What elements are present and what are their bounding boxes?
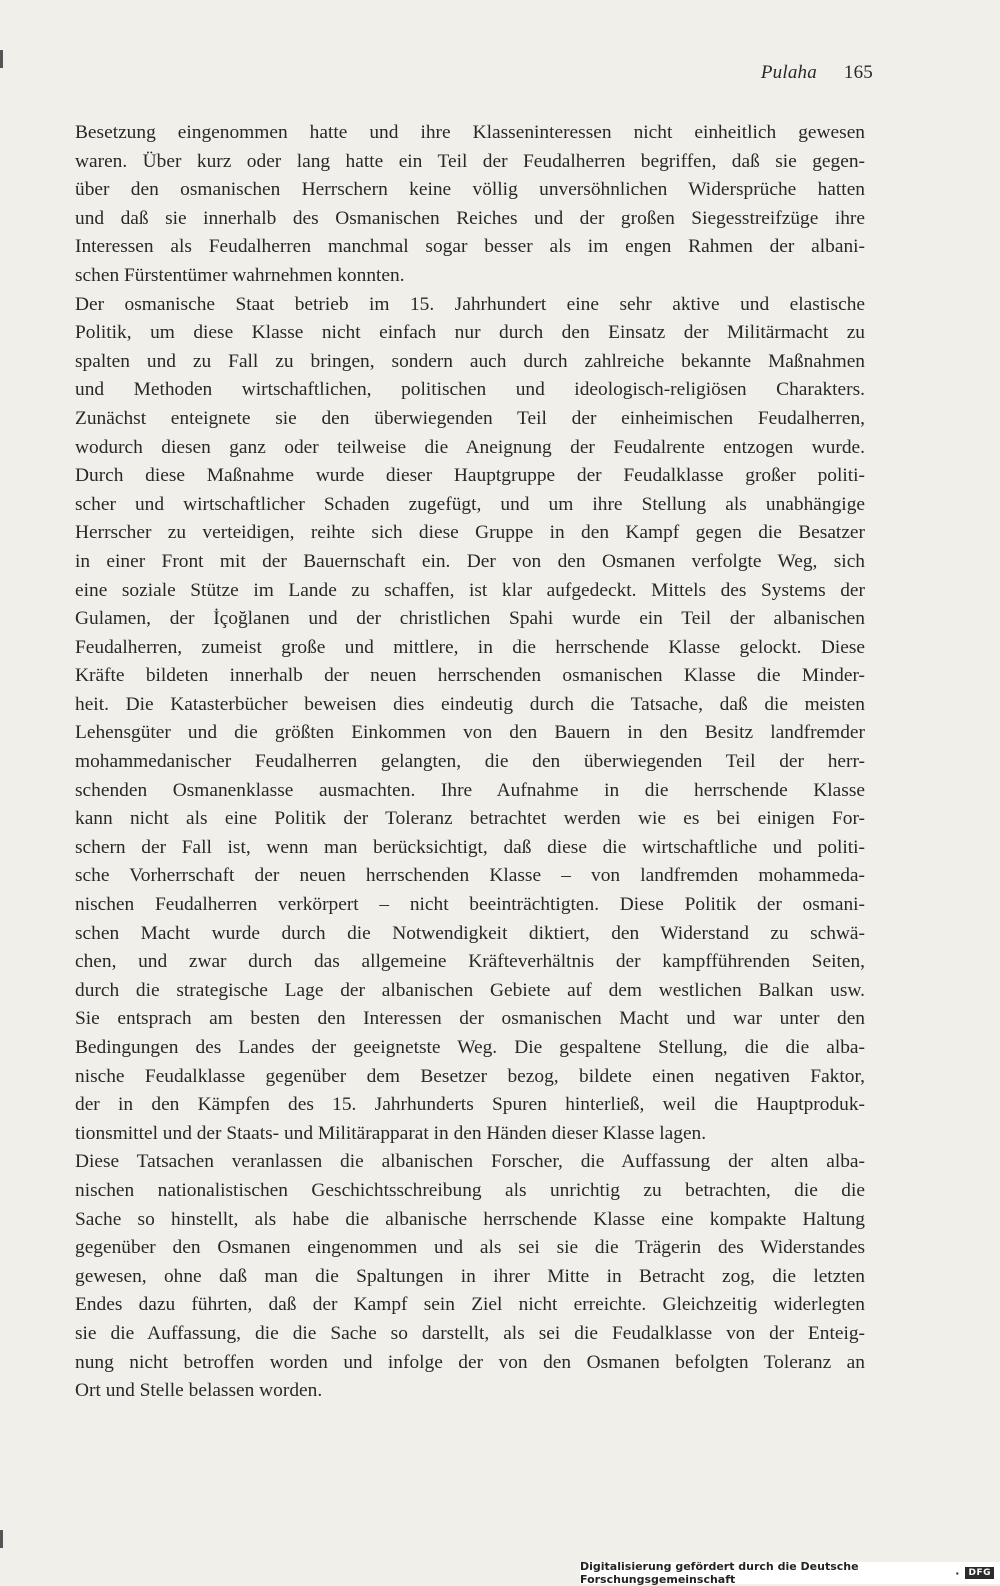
text-line: Zunächst enteignete sie den überwiegenden Teil der einheimischen Feudalherren,	[75, 407, 865, 429]
text-line: spalten und zu Fall zu bringen, sondern auch durch zahlreiche bekannte Maßnahmen	[75, 350, 865, 372]
text-line: schern der Fall ist, wenn man berücksichtigt, daß diese die wirtschaftliche und politi-	[75, 836, 865, 858]
text-line: in einer Front mit der Bauernschaft ein. Der von den Osmanen verfolgte Weg, sich	[75, 550, 865, 572]
digitization-credit: Digitalisierung gefördert durch die Deutsche Forschungsgemeinschaft	[580, 1560, 859, 1586]
text-line: und daß sie innerhalb des Osmanischen Reiches und der großen Siegesstreifzüge ihre	[75, 207, 865, 229]
text-line: kann nicht als eine Politik der Toleranz betrachtet werden wie es bei einigen For-	[75, 808, 865, 830]
text-line: Lehensgüter und die größten Einkommen von den Bauern in den Besitz landfremder	[75, 722, 865, 744]
credit-separator: ·	[955, 1566, 960, 1580]
text-line: der in den Kämpfen des 15. Jahrhunderts Spuren hinterließ, weil die Hauptproduk-	[75, 1094, 865, 1116]
digitization-credit-bar	[580, 1562, 1000, 1584]
text-line: Gulamen, der İçoğlanen und der christlichen Spahi wurde ein Teil der albanischen	[75, 608, 865, 630]
text-line: schen Macht wurde durch die Notwendigkeit diktiert, den Widerstand zu schwä-	[75, 922, 865, 944]
dfg-logo-icon: DFG	[965, 1567, 994, 1579]
text-line: schenden Osmanenklasse ausmachten. Ihre Aufnahme in die herrschende Klasse	[75, 779, 865, 801]
text-line: nischen Feudalherren verkörpert – nicht beeinträchtigten. Diese Politik der osmani-	[75, 894, 865, 916]
text-line: tionsmittel und der Staats- und Militärapparat in den Händen dieser Klasse lagen.	[75, 1122, 707, 1144]
body-text	[75, 119, 865, 1406]
text-line: chen, und zwar durch das allgemeine Kräfteverhältnis der kampfführenden Seiten,	[75, 951, 865, 973]
text-line: sie die Auffassung, die die Sache so darstellt, als sei die Feudalklasse von der Enteig-	[75, 1322, 865, 1344]
text-line: und Methoden wirtschaftlichen, politischen und ideologisch-religiösen Charakters.	[75, 379, 865, 401]
text-line: Endes dazu führten, daß der Kampf sein Ziel nicht erreichte. Gleichzeitig widerlegten	[75, 1294, 865, 1316]
text-line: nische Feudalklasse gegenüber dem Besetzer bezog, bildete einen negativen Faktor,	[75, 1065, 865, 1087]
running-head-author: Pulaha	[760, 62, 817, 83]
running-head	[761, 62, 873, 84]
text-line: Bedingungen des Landes der geeignetste Weg. Die gespaltene Stellung, die die alba-	[75, 1037, 865, 1058]
text-line: gewesen, ohne daß man die Spaltungen in ihrer Mitte in Betracht zog, die letzten	[75, 1265, 865, 1287]
scan-edge-mark-top	[0, 50, 3, 68]
text-line: heit. Die Katasterbücher beweisen dies eindeutig durch die Tatsache, daß die meisten	[75, 693, 865, 715]
text-line: schen Fürstentümer wahrnehmen konnten.	[75, 264, 405, 286]
text-line: Ort und Stelle belassen worden.	[75, 1380, 323, 1402]
text-line: Sie entsprach am besten den Interessen der osmanischen Macht und war unter den	[75, 1008, 865, 1030]
text-line: über den osmanischen Herrschern keine völlig unversöhnlichen Widersprüche hatten	[75, 179, 865, 201]
text-line: Sache so hinstellt, als habe die albanische herrschende Klasse eine kompakte Haltung	[75, 1208, 865, 1230]
text-line: waren. Über kurz oder lang hatte ein Teil der Feudalherren begriffen, daß sie gegen-	[75, 150, 865, 172]
text-line: Besetzung eingenommen hatte und ihre Klasseninteressen nicht einheitlich gewesen	[75, 122, 865, 143]
text-line: Der osmanische Staat betrieb im 15. Jahrhundert eine sehr aktive und elastische	[75, 293, 865, 315]
text-line: Kräfte bildeten innerhalb der neuen herrschenden osmanischen Klasse die Minder-	[75, 665, 865, 687]
text-line: nung nicht betroffen worden und infolge der von den Osmanen befolgten Toleranz an	[75, 1351, 865, 1373]
text-line: Feudalherren, zumeist große und mittlere, in die herrschende Klasse gelockt. Diese	[75, 636, 865, 658]
text-line: sche Vorherrschaft der neuen herrschenden Klasse – von landfremden mohammeda-	[75, 865, 865, 887]
page-number: 165	[843, 62, 873, 83]
text-line: Politik, um diese Klasse nicht einfach nur durch den Einsatz der Militärmacht zu	[75, 322, 865, 344]
text-line: Interessen als Feudalherren manchmal sogar besser als im engen Rahmen der albani-	[75, 236, 865, 258]
text-line: wodurch diesen ganz oder teilweise die Aneignung der Feudalrente entzogen wurde.	[75, 436, 865, 458]
text-line: Diese Tatsachen veranlassen die albanischen Forscher, die Auffassung der alten alba-	[75, 1151, 865, 1173]
text-line: Herrscher zu verteidigen, reihte sich diese Gruppe in den Kampf gegen die Besatzer	[75, 522, 865, 544]
text-line: nischen nationalistischen Geschichtsschreibung als unrichtig zu betrachten, die die	[75, 1179, 865, 1201]
text-line: Durch diese Maßnahme wurde dieser Hauptgruppe der Feudalklasse großer politi-	[75, 465, 865, 487]
text-line: durch die strategische Lage der albanischen Gebiete auf dem westlichen Balkan usw.	[75, 979, 865, 1001]
text-line: gegenüber den Osmanen eingenommen und als sei sie die Trägerin des Widerstandes	[75, 1237, 865, 1259]
text-line: mohammedanischer Feudalherren gelangten, die den überwiegenden Teil der herr-	[75, 751, 865, 773]
scan-edge-mark-bottom	[0, 1530, 3, 1548]
text-line: scher und wirtschaftlicher Schaden zugefügt, und um ihre Stellung als unabhängige	[75, 493, 865, 515]
text-line: eine soziale Stütze im Lande zu schaffen, ist klar aufgedeckt. Mittels des Systems der	[75, 579, 865, 601]
